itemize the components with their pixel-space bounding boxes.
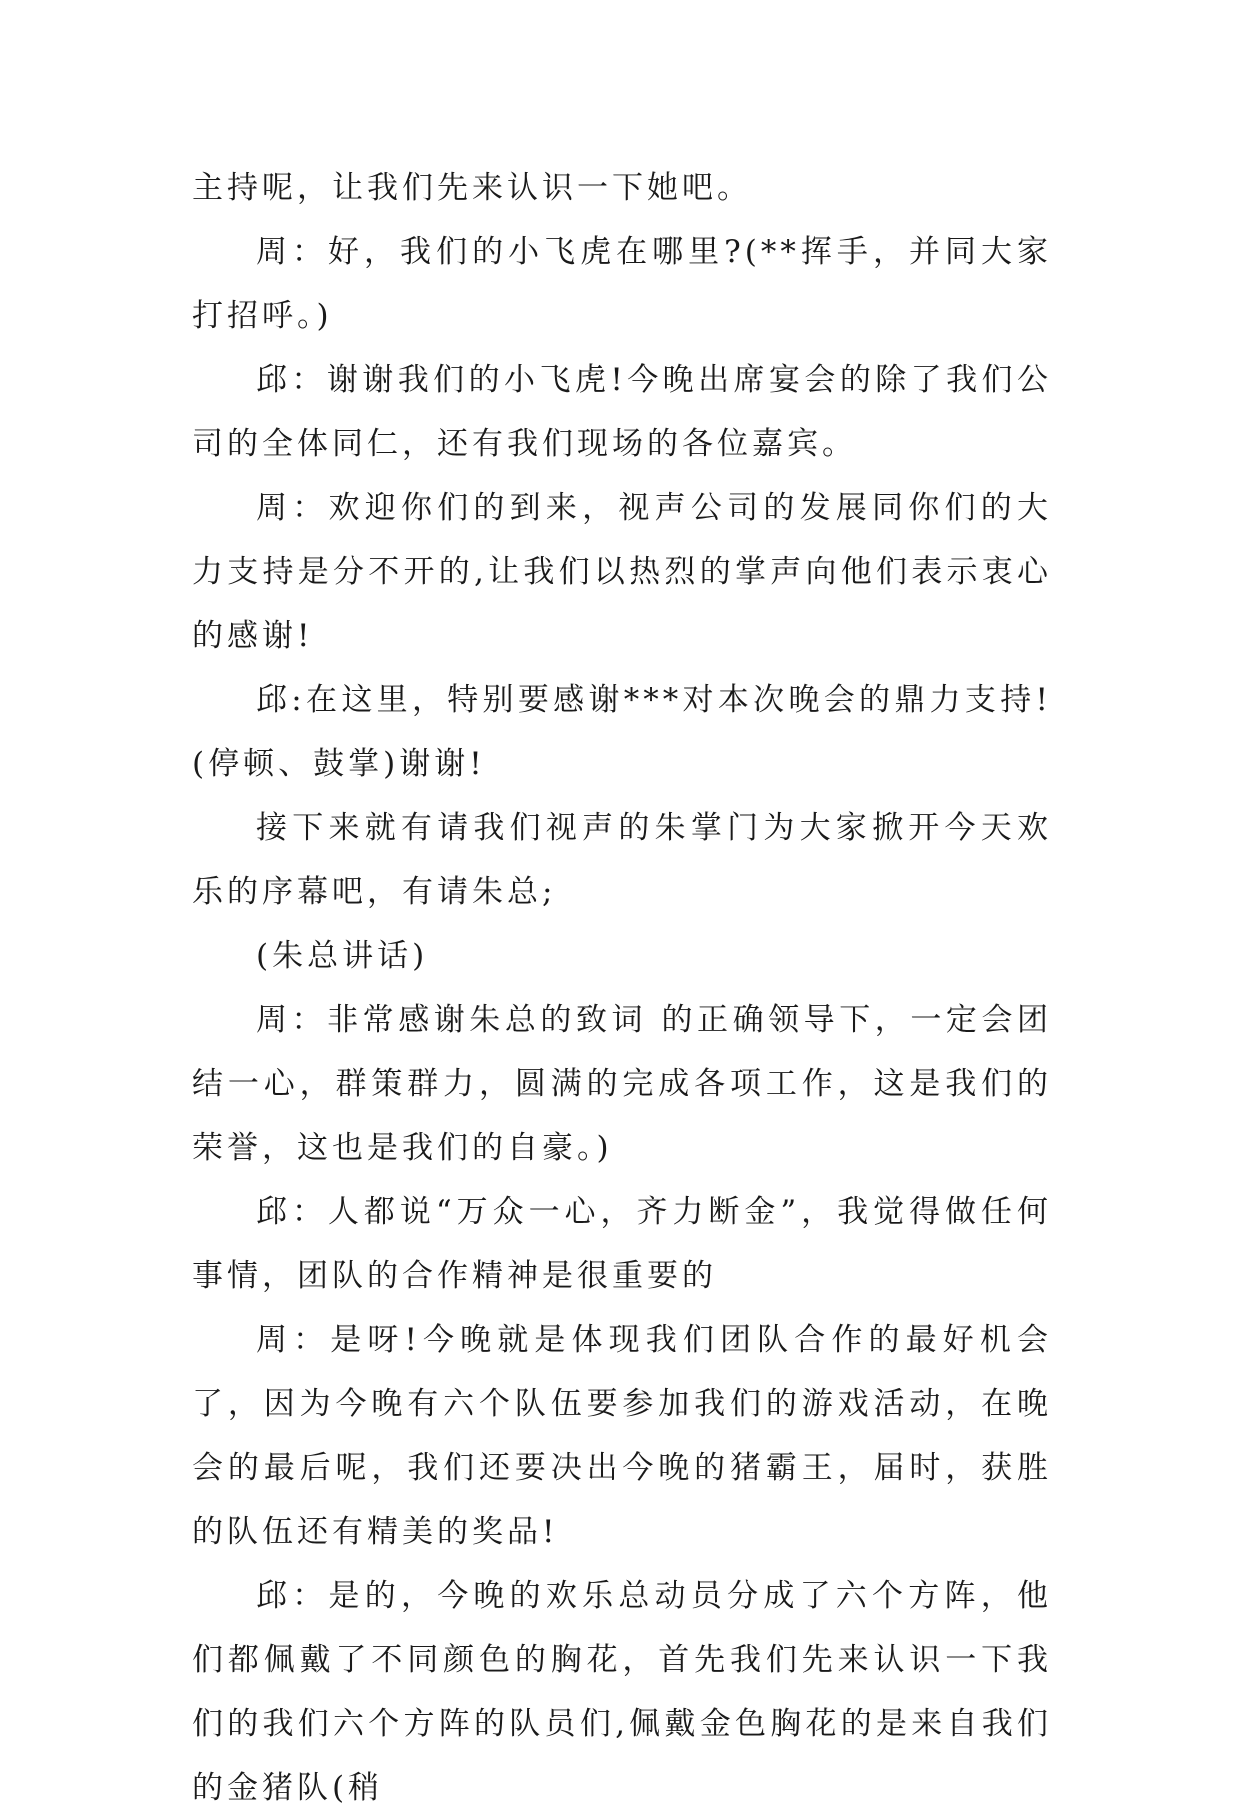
paragraph: 接下来就有请我们视声的朱掌门为大家掀开今天欢乐的序幕吧，有请朱总;	[192, 810, 1052, 910]
paragraph: 邱：谢谢我们的小飞虎!今晚出席宴会的除了我们公司的全体同仁，还有我们现场的各位嘉宾。	[192, 362, 1052, 462]
document-body	[192, 156, 1052, 1820]
paragraph: 周：非常感谢朱总的致词 的正确领导下，一定会团结一心，群策群力，圆满的完成各项工作，这是我们的荣誉，这也是我们的自豪。)	[192, 1002, 1052, 1166]
paragraph: 周：好，我们的小飞虎在哪里?(**挥手，并同大家打招呼。)	[192, 234, 1052, 334]
paragraph: 周：是呀!今晚就是体现我们团队合作的最好机会了，因为今晚有六个队伍要参加我们的游戏活动，在晚会的最后呢，我们还要决出今晚的猪霸王，届时，获胜的队伍还有精美的奖品!	[192, 1322, 1052, 1550]
paragraph: 邱：人都说“万众一心，齐力断金”，我觉得做任何事情，团队的合作精神是很重要的	[192, 1194, 1052, 1294]
paragraph: (朱总讲话)	[256, 938, 429, 974]
paragraph: 周：欢迎你们的到来，视声公司的发展同你们的大力支持是分不开的,让我们以热烈的掌声向他们表示衷心的感谢!	[192, 490, 1052, 654]
paragraph: 邱:在这里，特别要感谢***对本次晚会的鼎力支持!(停顿、鼓掌)谢谢!	[192, 682, 1052, 782]
paragraph: 邱：是的，今晚的欢乐总动员分成了六个方阵，他们都佩戴了不同颜色的胸花，首先我们先来认识一下我们的我们六个方阵的队员们,佩戴金色胸花的是来自我们的金猪队(稍	[192, 1578, 1052, 1806]
paragraph: 主持呢，让我们先来认识一下她吧。	[192, 170, 752, 206]
